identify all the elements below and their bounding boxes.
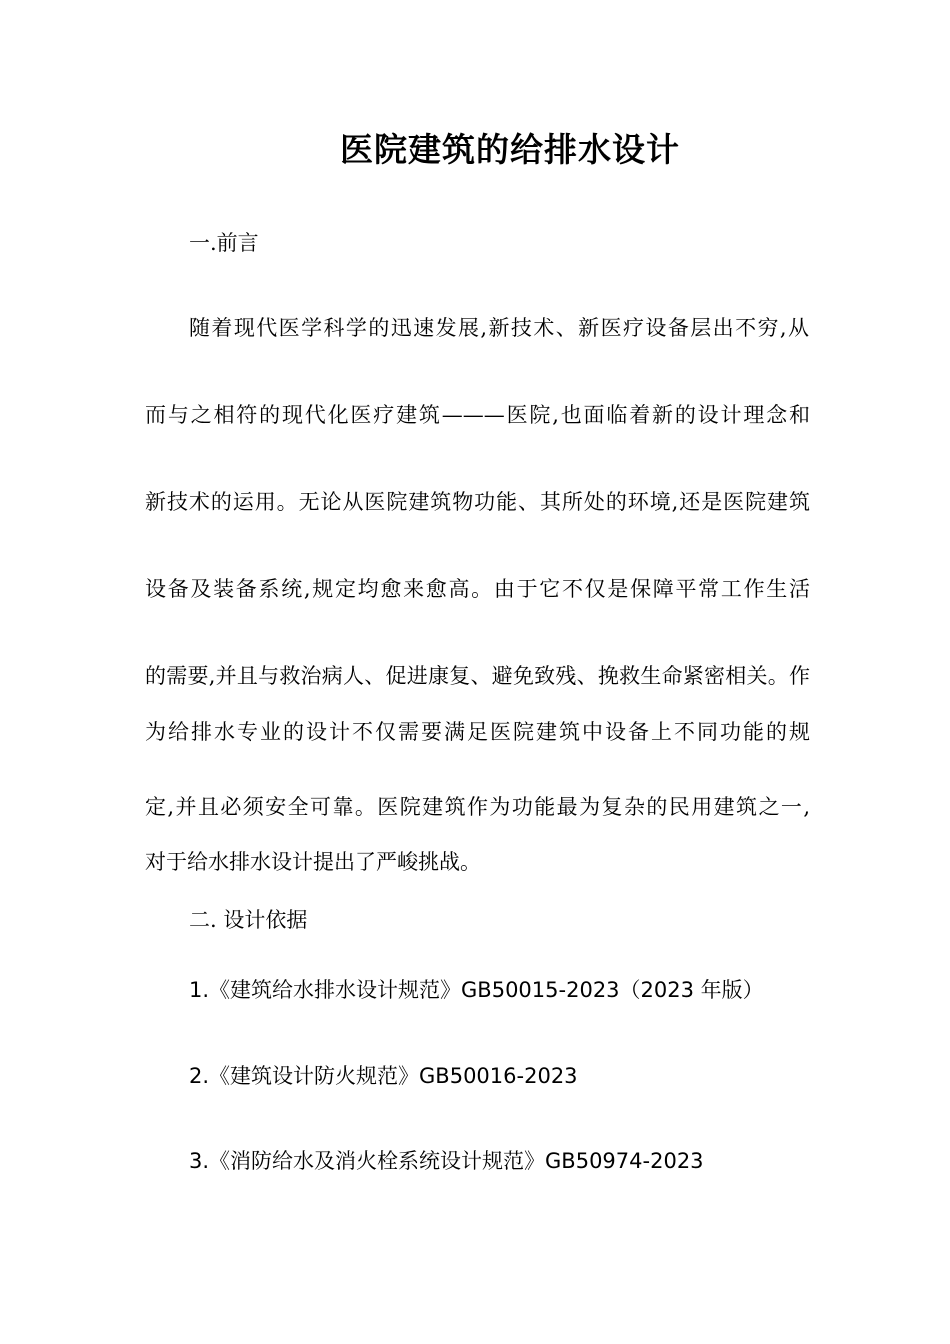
paragraph-line: 而与之相符的现代化医疗建筑———医院,也面临着新的设计理念和 <box>145 403 810 427</box>
reference-item: 3.《消防给水及消火栓系统设计规范》GB50974-2023 <box>189 1149 704 1173</box>
reference-item: 1.《建筑给水排水设计规范》GB50015-2023（2023 年版） <box>189 978 764 1002</box>
paragraph-line: 定,并且必须安全可靠。医院建筑作为功能最为复杂的民用建筑之一, <box>145 795 810 819</box>
paragraph-line: 随着现代医学科学的迅速发展,新技术、新医疗设备层出不穷,从 <box>189 316 809 340</box>
paragraph-line: 为给排水专业的设计不仅需要满足医院建筑中设备上不同功能的规 <box>145 720 810 744</box>
paragraph-line: 的需要,并且与救治病人、促进康复、避免致残、挽救生命紧密相关。作 <box>145 664 810 688</box>
paragraph-line: 新技术的运用。无论从医院建筑物功能、其所处的环境,还是医院建筑 <box>145 490 810 514</box>
paragraph-line: 设备及装备系统,规定均愈来愈高。由于它不仅是保障平常工作生活 <box>145 577 810 601</box>
section-heading-preface: 一.前言 <box>189 231 259 255</box>
section-heading-basis: 二. 设计依据 <box>189 908 308 932</box>
document-title: 医院建筑的给排水设计 <box>340 130 680 169</box>
paragraph-line: 对于给水排水设计提出了严峻挑战。 <box>145 850 481 874</box>
reference-item: 2.《建筑设计防火规范》GB50016-2023 <box>189 1064 578 1088</box>
